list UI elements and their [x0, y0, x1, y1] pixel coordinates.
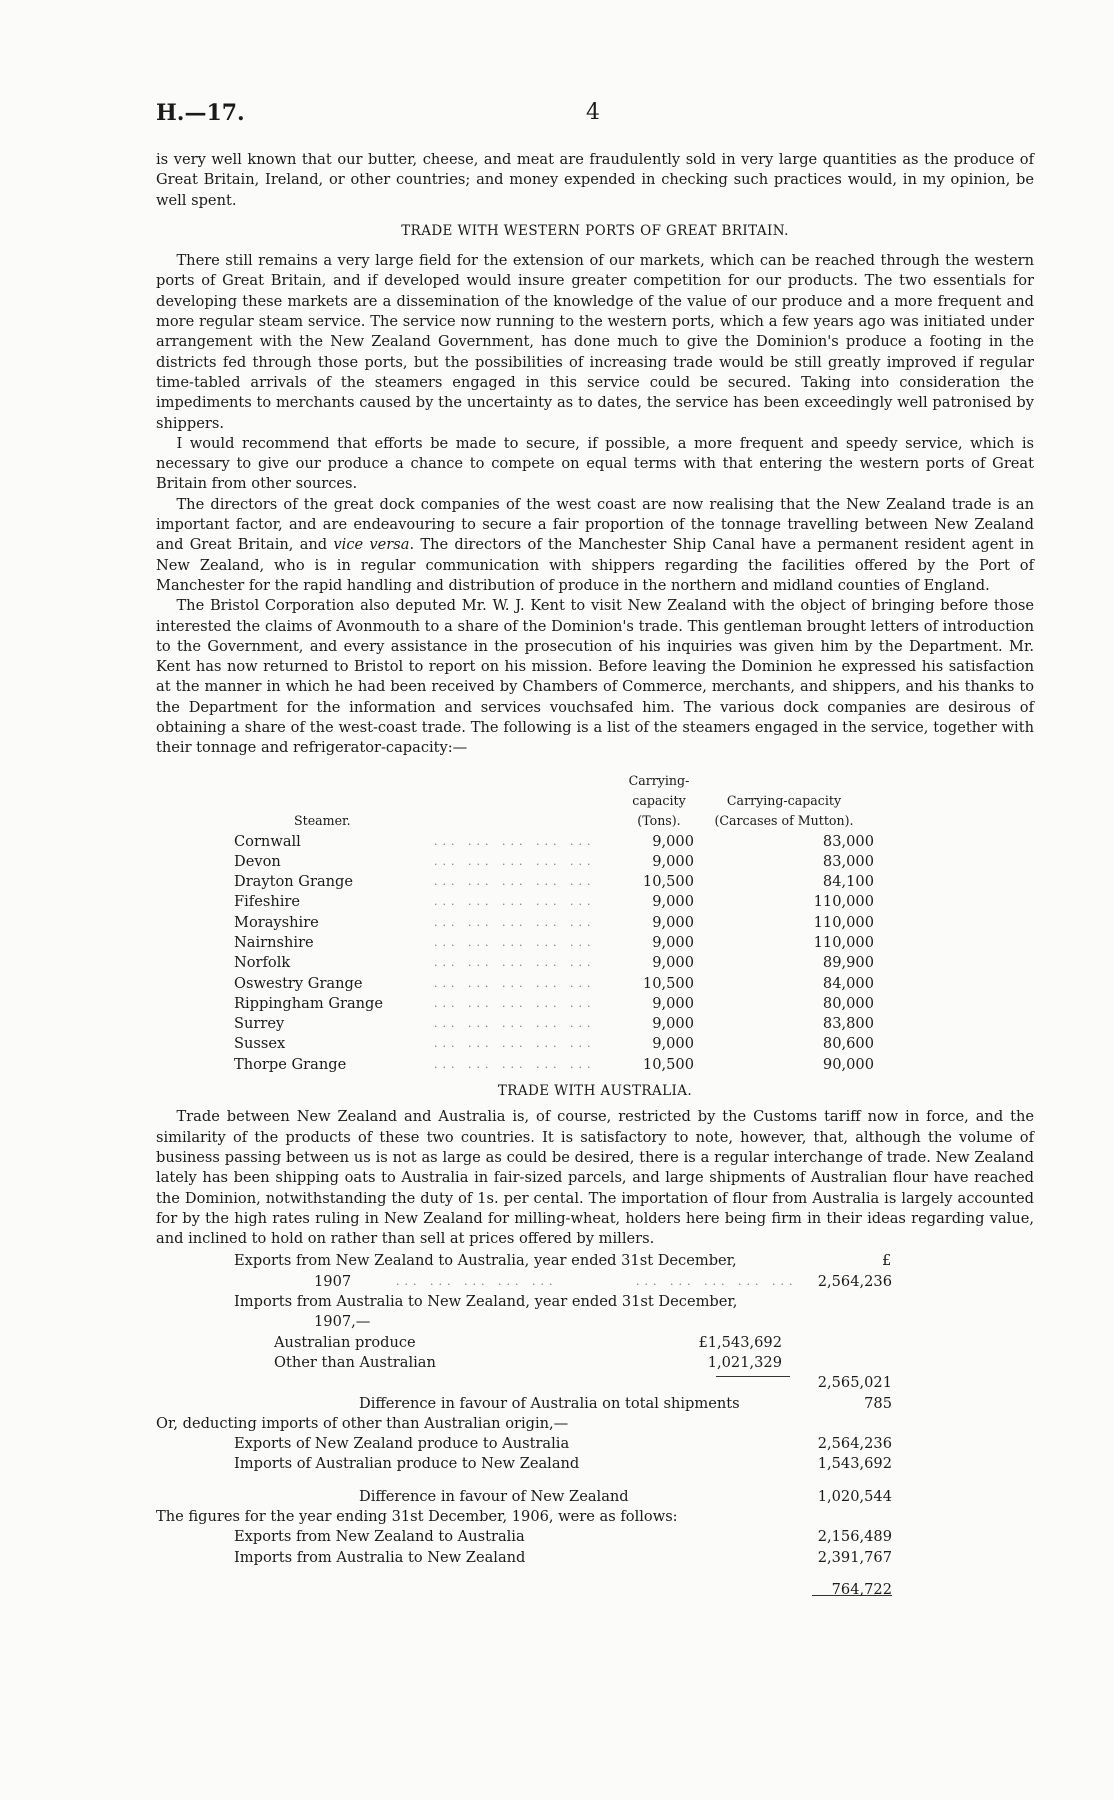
account-value: 785 — [864, 1394, 892, 1412]
leader-dots: ... ... ... ... ... — [434, 895, 596, 909]
steamer-row — [234, 913, 874, 933]
paragraph: The Bristol Corporation also deputed Mr. W. J. Kent to visit New Zealand with the object of bringing before those interested the claims of Avonmouth to a share of the Dominion's trade. This gentleman brought letters of introduction to the Government, and every assistance in the prosecution of his inquiries was given him by the Department. Mr. Kent has now returned to Bristol to report on his mission. Before leaving the Dominion he expressed his satisfaction at the manner in which he had been received by Chambers of Commerce, merchants, and shippers, and his thanks to the Department for the information and services vouchsafed him. The various dock companies are desirous of obtaining a share of the west-coast trade. The following is a list of the steamers engaged in the service, together with their tonnage and refrigerator-capacity:— — [156, 597, 1034, 757]
account-value: 2,564,236 — [817, 1272, 892, 1290]
steamer-mutton: 83,000 — [822, 852, 874, 870]
steamer-row — [234, 1055, 874, 1075]
steamer-name: Norfolk — [234, 954, 291, 972]
steamer-tons: 9,000 — [652, 1015, 694, 1033]
leader-dots: ... ... ... ... ... — [434, 915, 596, 929]
steamer-mutton: 80,600 — [822, 1035, 874, 1053]
account-label: Exports from New Zealand to Australia, year ended 31st December, — [234, 1252, 737, 1270]
steamer-tons: 10,500 — [642, 873, 694, 891]
account-label: Difference in favour of New Zealand — [359, 1487, 629, 1505]
steamer-rows — [234, 832, 874, 1076]
trade-accounts — [156, 1251, 1034, 1691]
paragraph-text: The directors of the great dock companies of the west coast are now realising that the New Zealand trade is an important factor, and are endeavouring to secure a fair proportion of the tonnage travelling between New Zealand and Great Britain, and — [156, 495, 1034, 554]
steamer-mutton: 90,000 — [822, 1055, 874, 1073]
steamer-name: Devon — [234, 852, 281, 870]
account-label: The figures for the year ending 31st December, 1906, were as follows: — [156, 1508, 678, 1525]
col-header-steamer: Steamer. — [294, 813, 351, 829]
leader-dots: ... ... ... ... ... — [434, 976, 596, 990]
account-row — [156, 1434, 1034, 1454]
account-row — [156, 1353, 1034, 1373]
page-number: 4 — [586, 100, 600, 125]
steamer-row — [234, 933, 874, 953]
account-label: Imports from Australia to New Zealand, year ended 31st December, — [234, 1293, 738, 1311]
leader-dots: ... ... ... ... ... — [434, 834, 596, 848]
paragraph-text: . The directors of the Manchester Ship Canal have a permanent resident agent in New Zealand, who is in regular communication with shippers regarding the facilities offered by the Port of Manchester for the rapid handling and distribution of produce in the northern and midland counties of England. — [156, 536, 1034, 594]
steamer-tons: 9,000 — [652, 933, 694, 951]
col-header-text: (Carcases of Mutton). — [714, 813, 854, 829]
paragraph: There still remains a very large field for the extension of our markets, which can be reached through the western ports of Great Britain, and if developed would insure greater competition for our products. The two essentials for developing these markets are a dissemination of the knowledge of the value of our produce and a more frequent and more regular steam service. The service now running to the western ports, which a few years ago was initiated under arrangement with the New Zealand Government, has done much to give the Dominion's produce a footing in the districts fed through those ports, but the possibilities of increasing trade would be still greatly improved if regular time-tabled arrivals of the steamers engaged in this service could be secured. Taking into consideration the impediments to merchants caused by the uncertainty as to dates, the service has been exceedingly well patronised by shippers. — [156, 252, 1034, 432]
leader-dots: ... ... ... ... ... — [434, 935, 596, 949]
steamer-mutton: 110,000 — [813, 933, 874, 951]
steamer-mutton: 110,000 — [813, 913, 874, 931]
steamer-tons: 9,000 — [652, 913, 694, 931]
page-header — [156, 100, 958, 130]
steamer-row — [234, 1034, 874, 1054]
steamer-tons: 9,000 — [652, 832, 694, 850]
spacer — [156, 1568, 1034, 1580]
steamer-row — [234, 872, 874, 892]
steamer-name: Thorpe Grange — [234, 1055, 347, 1073]
report-code: H.—17. — [156, 100, 245, 126]
steamer-name: Fifeshire — [234, 893, 300, 911]
paragraph: I would recommend that efforts be made to secure, if possible, a more frequent and speedy service, which is necessary to give our produce a chance to compete on equal terms with that entering the western ports of Great Britain from other sources. — [156, 434, 1034, 493]
steamer-name: Cornwall — [234, 832, 301, 850]
steamer-tons: 9,000 — [652, 1035, 694, 1053]
account-row — [156, 1333, 1034, 1353]
steamer-tons: 9,000 — [652, 994, 694, 1012]
steamer-name: Nairnshire — [234, 933, 314, 951]
steamer-name: Morayshire — [234, 913, 319, 931]
steamer-table — [234, 771, 874, 1075]
account-row — [156, 1548, 1034, 1568]
account-label: Difference in favour of Australia on total shipments — [359, 1394, 740, 1412]
section-heading-western-ports: TRADE WITH WESTERN PORTS OF GREAT BRITAIN. — [401, 222, 789, 239]
account-value: 1,021,329 — [707, 1353, 782, 1371]
account-row — [156, 1272, 1034, 1292]
steamer-name: Rippingham Grange — [234, 994, 384, 1012]
steamer-tons: 9,000 — [652, 954, 694, 972]
account-label: Exports of New Zealand produce to Australia — [234, 1435, 570, 1453]
account-value: 1,020,544 — [817, 1487, 892, 1505]
steamer-mutton: 84,100 — [822, 873, 874, 891]
account-value: £1,543,692 — [698, 1333, 782, 1351]
steamer-mutton: 83,800 — [822, 1015, 874, 1033]
account-value: 2,565,021 — [817, 1374, 892, 1392]
leader-dots: ... ... ... ... ... — [434, 875, 596, 889]
steamer-tons: 9,000 — [652, 893, 694, 911]
account-value: 2,156,489 — [817, 1528, 892, 1546]
leader-dots: ... ... ... ... ... — [434, 1057, 596, 1071]
paragraph — [156, 495, 1034, 596]
account-value: 2,391,767 — [817, 1548, 892, 1566]
account-label: Australian produce — [274, 1333, 416, 1351]
steamer-mutton: 89,900 — [822, 954, 874, 972]
steamer-row — [234, 832, 874, 852]
account-row — [156, 1292, 1034, 1312]
account-row — [156, 1580, 1034, 1600]
col-header-mutton — [694, 771, 874, 832]
steamer-name: Surrey — [234, 1015, 285, 1033]
account-row — [156, 1414, 1034, 1434]
account-label: Exports from New Zealand to Australia — [234, 1528, 525, 1546]
pound-sign: £ — [882, 1252, 892, 1270]
steamer-row — [234, 974, 874, 994]
account-label: Other than Australian — [274, 1353, 436, 1371]
steamer-row — [234, 892, 874, 912]
col-header-text: Carrying-capacity — [628, 772, 690, 808]
leader-dots: ... ... ... ... ... — [434, 1017, 596, 1031]
spacer — [156, 1475, 1034, 1487]
steamer-row — [234, 994, 874, 1014]
steamer-row — [234, 1014, 874, 1034]
col-header-text: (Tons). — [637, 813, 681, 829]
steamer-mutton: 84,000 — [822, 974, 874, 992]
leader-dots: ... ... ... ... ... — [434, 854, 596, 868]
steamer-name: Oswestry Grange — [234, 974, 363, 992]
intro-paragraph: is very well known that our butter, cheese, and meat are fraudulently sold in very large quantities as the produce of Great Britain, Ireland, or other countries; and money expended in checking such practices would, in my opinion, be well spent. — [156, 151, 1034, 209]
page-body — [156, 150, 1034, 1691]
account-row — [156, 1527, 1034, 1547]
account-row — [156, 1312, 1034, 1332]
account-row — [156, 1251, 1034, 1271]
account-value: 764,722 — [831, 1580, 892, 1598]
account-row — [156, 1507, 1034, 1527]
account-row — [156, 1394, 1034, 1414]
italic-phrase: vice versa — [333, 536, 410, 554]
steamer-mutton: 83,000 — [822, 832, 874, 850]
leader-dots: ... ... ... ... ... — [434, 996, 596, 1010]
steamer-mutton: 110,000 — [813, 893, 874, 911]
leader-dots: ... ... ... ... ... — [434, 1037, 596, 1051]
account-label: 1907,— — [314, 1313, 371, 1331]
account-row — [156, 1487, 1034, 1507]
account-row — [156, 1454, 1034, 1474]
account-label: Imports from Australia to New Zealand — [234, 1548, 526, 1566]
section-heading-australia: TRADE WITH AUSTRALIA. — [497, 1083, 693, 1100]
steamer-row — [234, 852, 874, 872]
account-label: Or, deducting imports of other than Australian origin,— — [156, 1414, 569, 1432]
steamer-row — [234, 953, 874, 973]
account-value: 2,564,236 — [817, 1435, 892, 1453]
steamer-name: Sussex — [234, 1035, 286, 1053]
col-header-tons — [624, 771, 694, 832]
account-label: Imports of Australian produce to New Zealand — [234, 1455, 580, 1473]
steamer-tons: 10,500 — [642, 1055, 694, 1073]
steamer-name: Drayton Grange — [234, 873, 354, 891]
paragraph: Trade between New Zealand and Australia is, of course, restricted by the Customs tariff now in force, and the similarity of the products of these two countries. It is satisfactory to note, however, that, although the volume of business passing between us is not as large as could be desired, there is a regular interchange of trade. New Zealand lately has been shipping oats to Australia in fair-sized parcels, and large shipments of Australian flour have reached the Dominion, notwithstanding the duty of 1s. per cental. The importation of flour from Australia is largely accounted for by the high rates ruling in New Zealand for milling-wheat, holders here being firm in their ideas regarding value, and inclined to hold on rather than sell at prices offered by millers. — [156, 1108, 1034, 1248]
account-value: 1,543,692 — [817, 1455, 892, 1473]
leader-dots: ... ... ... ... ... — [396, 1274, 558, 1288]
leader-dots: ... ... ... ... ... — [636, 1274, 798, 1288]
account-label: 1907 — [314, 1272, 352, 1290]
steamer-mutton: 80,000 — [822, 994, 874, 1012]
steamer-tons: 10,500 — [642, 974, 694, 992]
steamer-tons: 9,000 — [652, 852, 694, 870]
leader-dots: ... ... ... ... ... — [434, 956, 596, 970]
account-row — [156, 1373, 1034, 1393]
col-header-text: Carrying-capacity — [726, 792, 842, 808]
